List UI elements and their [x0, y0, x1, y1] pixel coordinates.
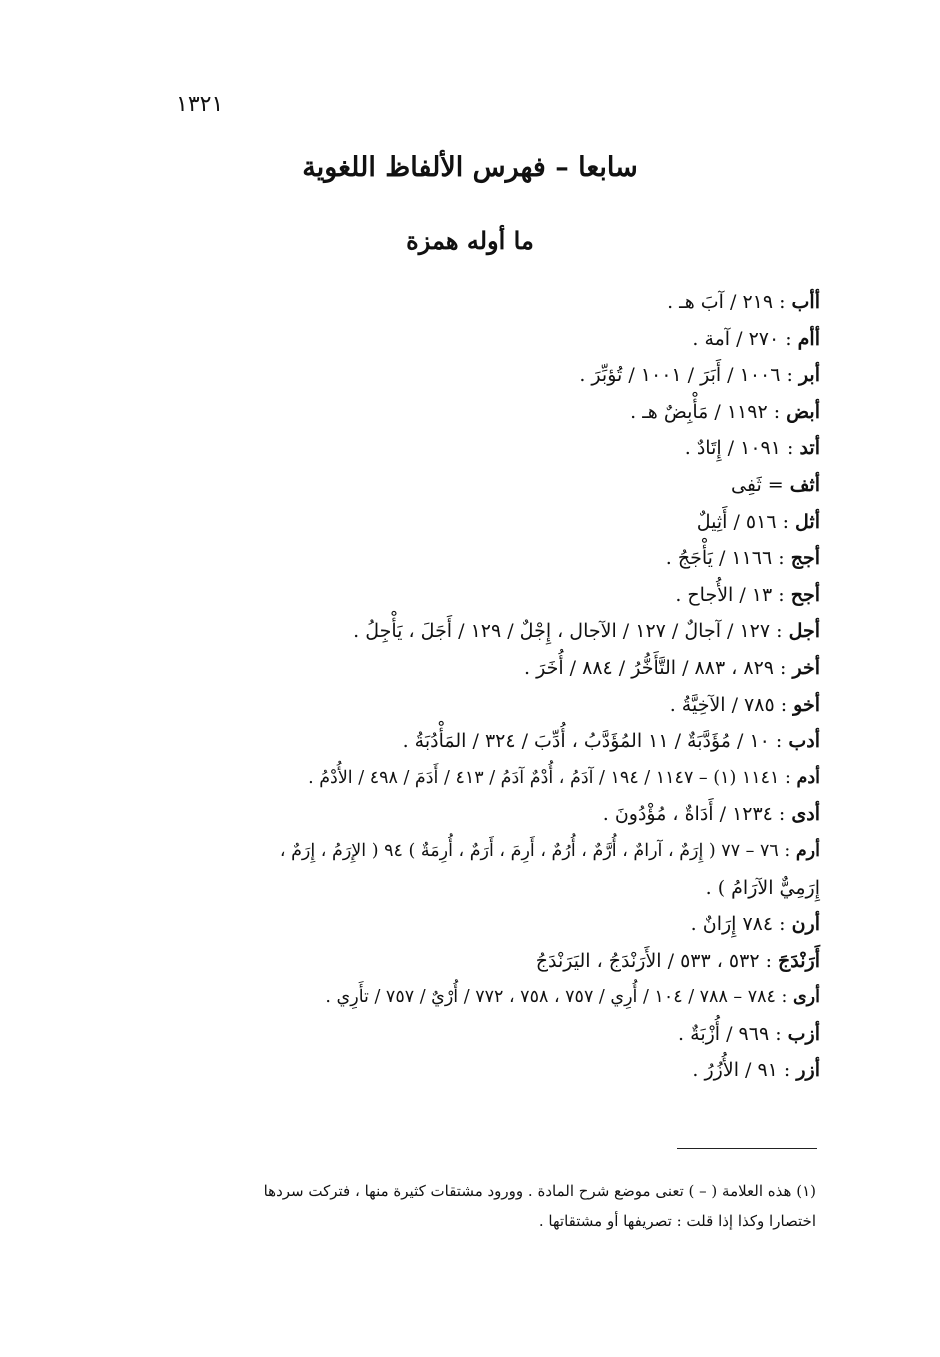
page-number: ١٣٢١	[176, 92, 224, 117]
page-title: سابعا – فهرس الألفاظ اللغوية	[302, 152, 638, 183]
index-entry	[120, 504, 820, 541]
entry-text: : ٧٨٤ إِرَانٌ .	[690, 913, 792, 936]
entry-root: أخو	[793, 693, 820, 716]
index-entry	[120, 577, 820, 614]
entry-text: : ٩٦٩ / أُزْبَةٌ .	[678, 1022, 788, 1045]
entry-text: : ١٠ / مُؤَدَّبَةٌ / ١١ المُؤَدَّبُ ، أُدِّبَ / ٣٢٤ / المَأْدُبَةُ .	[402, 730, 789, 753]
index-entry	[120, 650, 820, 687]
entry-root: أثف	[789, 473, 820, 496]
entry-root: أزب	[787, 1022, 820, 1045]
footnote-divider	[677, 1148, 817, 1149]
entry-root: أجج	[790, 547, 820, 570]
entry-text: : ١٠٠٦ / أَبَرَ / ١٠٠١ / تُؤبِّرَ .	[579, 364, 799, 387]
entry-root: أجل	[788, 620, 820, 643]
entry-root: أزر	[796, 1059, 820, 1082]
footnote-line: اختصارا وكذا إذا قلت : تصريفها أو مشتقاتها .	[538, 1212, 816, 1230]
entry-root: أَرَنْدَجَ	[778, 949, 820, 972]
index-entry	[120, 796, 820, 833]
entry-text: : ٩١ / الأُزُرُ .	[692, 1059, 797, 1082]
index-entry	[120, 540, 820, 577]
index-entries	[120, 284, 820, 1089]
entry-text: : ٥١٦ / أَثِيلٌ	[696, 510, 796, 533]
entry-root: أبر	[798, 364, 820, 387]
entry-text: : ٧٦ – ٧٧ ( إِرَمٌ ، آرامٌ ، أُرَّمٌ ، أُرُمٌ ، أَرِمَ ، أَرَمٌ ، أُرِمَةٌ ) ٩٤ ( الإِرَمُ ، إِرَمٌ ،	[279, 840, 796, 861]
index-entry	[120, 430, 820, 467]
index-entry	[120, 357, 820, 394]
entry-root: أخر	[792, 656, 820, 679]
entry-text: : ١٢٣٤ / أَدَاةٌ ، مُؤْدُونَ .	[602, 803, 792, 826]
entry-root: أرم	[795, 840, 820, 861]
entry-root: أدم	[796, 767, 820, 788]
entry-root: أرى	[792, 987, 820, 1008]
index-entry	[120, 687, 820, 724]
footnote	[136, 1176, 816, 1236]
entry-text: : ١٣ / الأُجاح .	[675, 583, 791, 606]
index-entry	[120, 613, 820, 650]
entry-root: أدى	[791, 803, 820, 826]
entry-text: : ١١٤١ (١) – ١١٤٧ / ١٩٤ / آدَمُ ، أُدْمٌ آدَمُ / ٤١٣ / أَدَمَ / ٤٩٨ / الأُدْمُ .	[308, 767, 797, 788]
entry-root: أجح	[790, 583, 820, 606]
entry-text: : ٨٢٩ ، ٨٨٣ / التَّأَخُّرُ / ٨٨٤ / أُخَرَ .	[524, 656, 793, 679]
entry-text: : ٧٨٥ / الآخِيَّةُ .	[669, 693, 794, 716]
entry-text: : ٧٨٤ – ٧٨٨ / ١٠٤ / أُرِي / ٧٥٧ ، ٧٥٨ ، ٧٧٢ / أُرْيٌ / ٧٥٧ / تأَرِي .	[325, 987, 793, 1008]
entry-text: إِرَمِيٌّ الآرَامُ ) .	[705, 876, 820, 899]
index-entry	[120, 1052, 820, 1089]
entry-text: : ١١٩٢ / مَأْبِضٌ هـ .	[630, 400, 787, 423]
index-entry	[120, 760, 820, 797]
section-title: ما أوله همزة	[406, 226, 534, 255]
index-entry	[120, 906, 820, 943]
footnote-line: (١) هذه العلامة ( – ) تعنى موضع شرح المادة . وورود مشتقات كثيرة منها ، فتركت سردها	[263, 1182, 816, 1200]
index-entry	[120, 979, 820, 1016]
entry-text: : ١٠٩١ / إِتَادٌ .	[684, 437, 800, 460]
index-entry	[120, 943, 820, 980]
entry-root: أأب	[791, 291, 820, 313]
entry-text: : ٥٣٢ ، ٥٣٣ / الأَرَنْدَجُ ، اليَرَنْدَجُ	[535, 949, 779, 972]
index-entry	[120, 321, 820, 358]
entry-root: أدب	[788, 730, 820, 753]
entry-root: أبض	[786, 400, 820, 423]
index-entry	[120, 723, 820, 760]
entry-root: أثل	[795, 510, 820, 533]
index-entry	[120, 833, 820, 870]
entry-text: : ٢١٩ / آبَ هـ .	[667, 291, 792, 313]
entry-text: = ثَفِى	[731, 473, 790, 496]
index-entry-continuation	[120, 870, 820, 907]
index-entry	[120, 467, 820, 504]
entry-root: أتد	[799, 437, 820, 460]
index-entry	[120, 394, 820, 431]
entry-root: أرن	[791, 913, 820, 936]
entry-text: : ١١٦٦ / يَأْجَجُ .	[665, 547, 791, 570]
entry-text: : ١٢٧ / آجالٌ / ١٢٧ / الآجال ، إِجْلٌ / ١٢٩ / أَجَلَ ، يَأْجِلُ .	[353, 620, 789, 643]
entry-root: أأم	[797, 327, 820, 350]
entry-text: : ٢٧٠ / آمة .	[692, 327, 798, 350]
index-entry	[120, 284, 820, 321]
index-entry	[120, 1016, 820, 1053]
